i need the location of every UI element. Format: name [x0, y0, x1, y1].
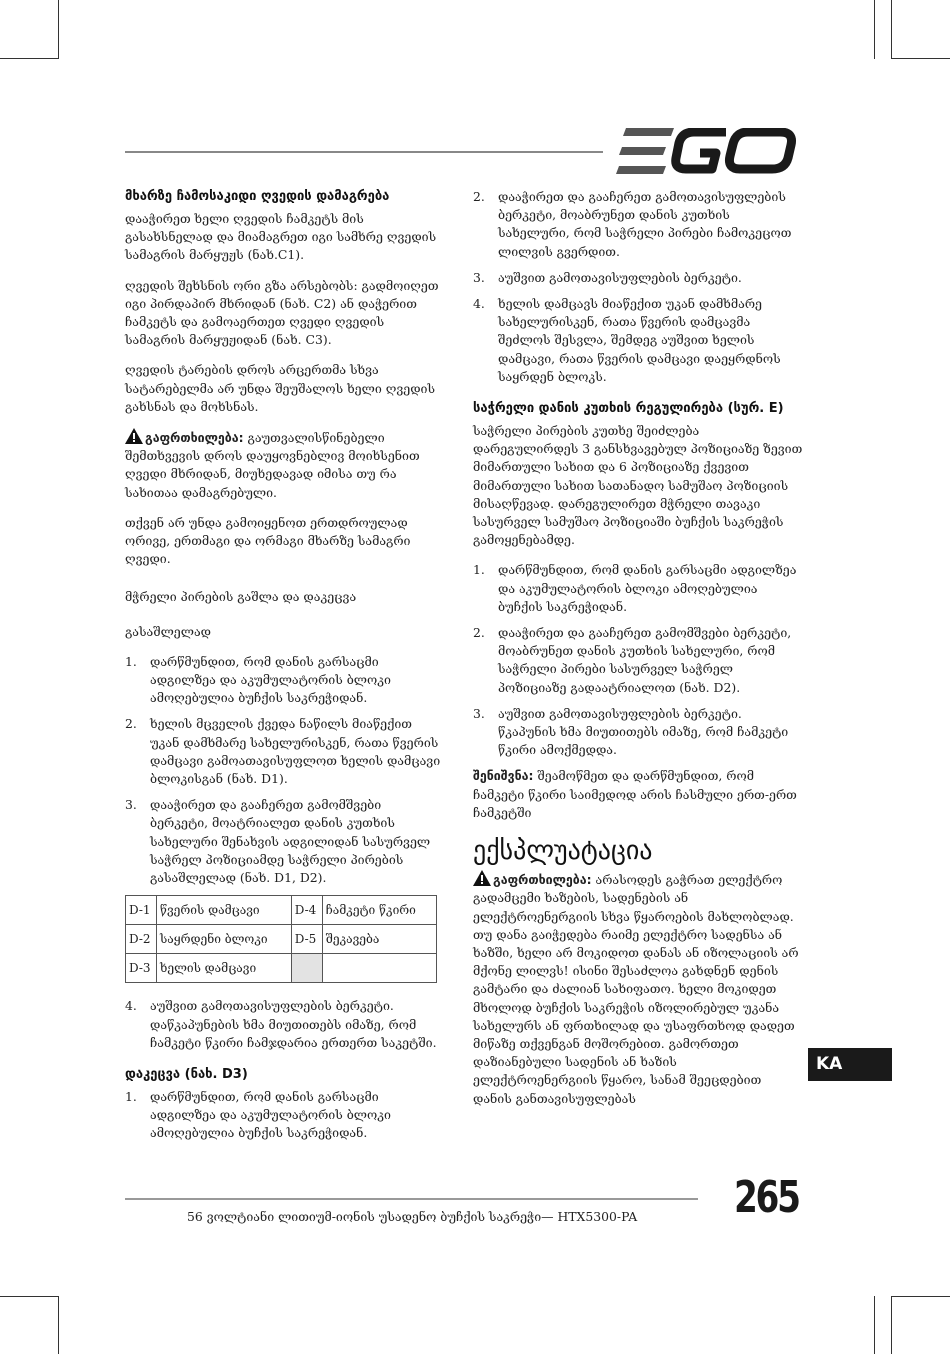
- warning-paragraph: [473, 870, 803, 1108]
- header-rule: [125, 151, 603, 153]
- warning-text: არასოდეს გაჭრათ ელექტრო გადამცემი ხაზების, სადენების ან ელექტროენერგიის სხვა წყაროების მახლობლად. თუ დანა გაიჭედება რაიმე ელექტრო სადენსა ან ხაზში, ხელი არ მოკიდოთ დანას ან იზოლაციის არ მქონე ლილვს! ისინი შესაძლოა გახდნენ დენის გამტარი და ძალიან სახიფათო. ხელი მოკიდეთ მხოლოდ ბუჩქის საკრეჭის იზოლირებულ უკანა სახელურს ან ფრთხილად და უსაფრთხოდ დადეთ მიწაზე თქვენგან მოშორებით. გამორთეთ დაზიანებული სადენის ან ხაზის ელექტროენერგიის წყარო, სანამ შეეცდებით დანის განთავისუფლებას: [473, 872, 799, 1106]
- table-cell: D-5: [291, 925, 322, 954]
- angle-steps-list: [473, 561, 803, 759]
- table-row: [126, 925, 437, 954]
- table-cell: ჩამკეტი წკირი: [322, 896, 436, 925]
- paragraph: ღვედის შეხსნის ორი გზა არსებობს: გადმოიღეთ იგი პირდაპირ მხრიდან (ნახ. C2) ან დაჭერით ჩამკეტს და გამოაერთეთ ღვედი ღვედის სამაგრის მარყუჟიდან (ნახ. C3).: [125, 277, 439, 348]
- table-row: [126, 896, 437, 925]
- paragraph: დააჭირეთ ხელი ღვედის ჩამკეტს მის გასახსნელად და მიამაგრეთ იგი სამხრე ღვედის სამაგრის მარყუჟს (ნახ.C1).: [125, 211, 437, 263]
- table-row: [126, 954, 437, 983]
- parts-table: [125, 895, 437, 983]
- list-item: 3. აუშვით გამოთავისუფლების ბერკეტი.: [473, 269, 742, 285]
- warning-label: გაფრთხილება:: [493, 872, 592, 888]
- list-item: 1. დარწმუნდით, რომ დანის გარსაცმი ადგილზეა და აკუმულატორის ბლოკი ამოღებულია ბუჩქის საკრეჭიდან.: [125, 1088, 391, 1141]
- table-cell: ხელის დამცავი: [157, 954, 292, 983]
- table-cell: წვერის დამცავი: [157, 896, 292, 925]
- list-item: 1. დარწმუნდით, რომ დანის გარსაცმი ადგილზეა და აკუმულატორის ბლოკი ამოღებულია ბუჩქის საკრეჭიდან.: [473, 562, 797, 614]
- list-item: 1. დარწმუნდით, რომ დანის გარსაცმი ადგილზეა და აკუმულატორის ბლოკი ამოღებულია ბუჩქის საკრეჭიდან.: [125, 653, 391, 706]
- table-cell-empty: [291, 954, 322, 983]
- list-item: 3. დააჭირეთ და გააჩერეთ გამომშვები ბერკეტი, მოატრიალეთ დანის კუთხის სახელური შენახვის ადგილიდან სასურველ საჭრელ პოზიციამდე საჭრელი პირების გასაშლელად (ნახ. D1, D2).: [125, 797, 431, 886]
- note-label: შენიშვნა:: [473, 768, 534, 784]
- note-paragraph: შენიშვნა: შეამოწმეთ და დარწმუნდით, რომ ჩამკეტი წკირი საიმედოდ არის ჩასმული ერთ-ერთ ჩამკეტში: [473, 768, 797, 820]
- table-cell: D-3: [126, 954, 157, 983]
- warning-triangle-icon: [125, 428, 143, 444]
- list-item: 2. ხელის მცველის ქვედა ნაწილს მიაწექით უკან დამხმარე სახელურისკენ, რათა წვერის დამცავი გამოათავისუფლოთ ხელის დამცავი ბლოკისგან (ნახ. D1).: [125, 716, 441, 787]
- table-cell: D-4: [291, 896, 322, 925]
- paragraph: საჭრელი პირების კუთხე შეიძლება დარეგულირდეს 3 განსხვავებულ პოზიციაზე ზევით მიმართული სახით და 6 პოზიციაზე ქვევით მიმართული სახით სათანადო სამუშაო პოზიციის მისაღწევად. დარეგულირეთ მჭრელი თავაკი სასურველ სამუშაო პოზიციაში ბუჩქის საკრეჭის გამოყენებამდე.: [473, 423, 803, 548]
- ego-logo: [616, 128, 802, 174]
- warning-text: გაუთვალისწინებელი შემთხვევის დროს დაუყოვნებლივ მოიხსენით ღვედი მხრიდან, მიუხედავად იმისა თუ რა სახითაა დამაგრებული.: [125, 430, 420, 500]
- subheading-unfold-fold: მჭრელი პირების გაშლა და დაკეცვა: [125, 589, 357, 605]
- list-item: 2. დააჭირეთ და გააჩერეთ გამოთავისუფლების ბერკეტი, მოაბრუნეთ დანის კუთხის სახელური, რომ საჭრელი პირები ჩამოკეცოთ ლილვის გვერდით.: [473, 189, 792, 259]
- warning-paragraph: [125, 428, 443, 502]
- right-column: [473, 188, 803, 1120]
- table-cell-empty: [322, 954, 436, 983]
- unfold-steps-list: [125, 653, 443, 887]
- paragraph: თქვენ არ უნდა გამოიყენოთ ერთდროულად ორივე, ერთმაგი და ორმაგი მხარზე სამაგრი ღვედი.: [125, 514, 411, 567]
- section-heading-operation: ექსპლუატაცია: [473, 836, 653, 867]
- table-cell: D-1: [126, 896, 157, 925]
- table-cell: შეკავება: [322, 925, 436, 954]
- left-column: [125, 188, 443, 1151]
- list-item: 3. აუშვით გამოთავისუფლების ბერკეტი. წკაპუნის ხმა მიუთითებს იმაზე, რომ ჩამკეტი წკირი ამოქმედდა.: [473, 705, 789, 758]
- footer-text: 56 ვოლტიანი ლითიუმ-იონის უსადენო ბუჩქის საკრეჭი— HTX5300-PA: [187, 1209, 638, 1224]
- language-tab: KA: [808, 1048, 892, 1081]
- fold-steps-list: [125, 1088, 443, 1143]
- fold-steps-list-cont: [473, 188, 803, 386]
- table-cell: საყრდენი ბლოკი: [157, 925, 292, 954]
- warning-triangle-icon: [473, 870, 491, 886]
- list-item: 4. ხელის დამცავს მიაწექით უკან დამხმარე სახელურისკენ, რათა წვერის დამცავმა შეძლოს შესვლა, შემდეგ აუშვით ხელის დამცავი, რათა წვერის დამცავი დაეყრდნოს საყრდენ ბლოკს.: [473, 296, 781, 384]
- section-heading-blade-angle: საჭრელი დანის კუთხის რეგულირება (სურ. E): [473, 401, 784, 417]
- footer-rule: [125, 1198, 698, 1200]
- section-heading-folding: დაკეცვა (ნახ. D3): [125, 1066, 248, 1082]
- section-heading-shoulder-strap: მხარზე ჩამოსაკიდი ღვედის დამაგრება: [125, 189, 390, 204]
- unfold-steps-list-cont: [125, 997, 443, 1052]
- list-item: 2. დააჭირეთ და გააჩერეთ გამომშვები ბერკეტი, მოაბრუნეთ დანის კუთხის სახელური, რომ საჭრელი პირები სასურველ საჭრელ პოზიციაზე გადაატრიალოთ (ნახ. D2).: [473, 625, 792, 695]
- list-item: 4. აუშვით გამოთავისუფლების ბერკეტი. დაწკაპუნების ხმა მიუთითებს იმაზე, რომ ჩამკეტი წკირი ჩამჯდარია ერთერთ საკეტში.: [125, 998, 437, 1050]
- paragraph: ღვედის ტარების დროს არცერთმა სხვა სატარებელმა არ უნდა შეუშალოს ხელი ღვედის გახსნას და მოხსნას.: [125, 362, 435, 414]
- table-cell: D-2: [126, 925, 157, 954]
- page-number: 265: [734, 1172, 799, 1223]
- warning-label: გაფრთხილება:: [145, 430, 244, 446]
- subheading-unfold: გასაშლელად: [125, 623, 211, 639]
